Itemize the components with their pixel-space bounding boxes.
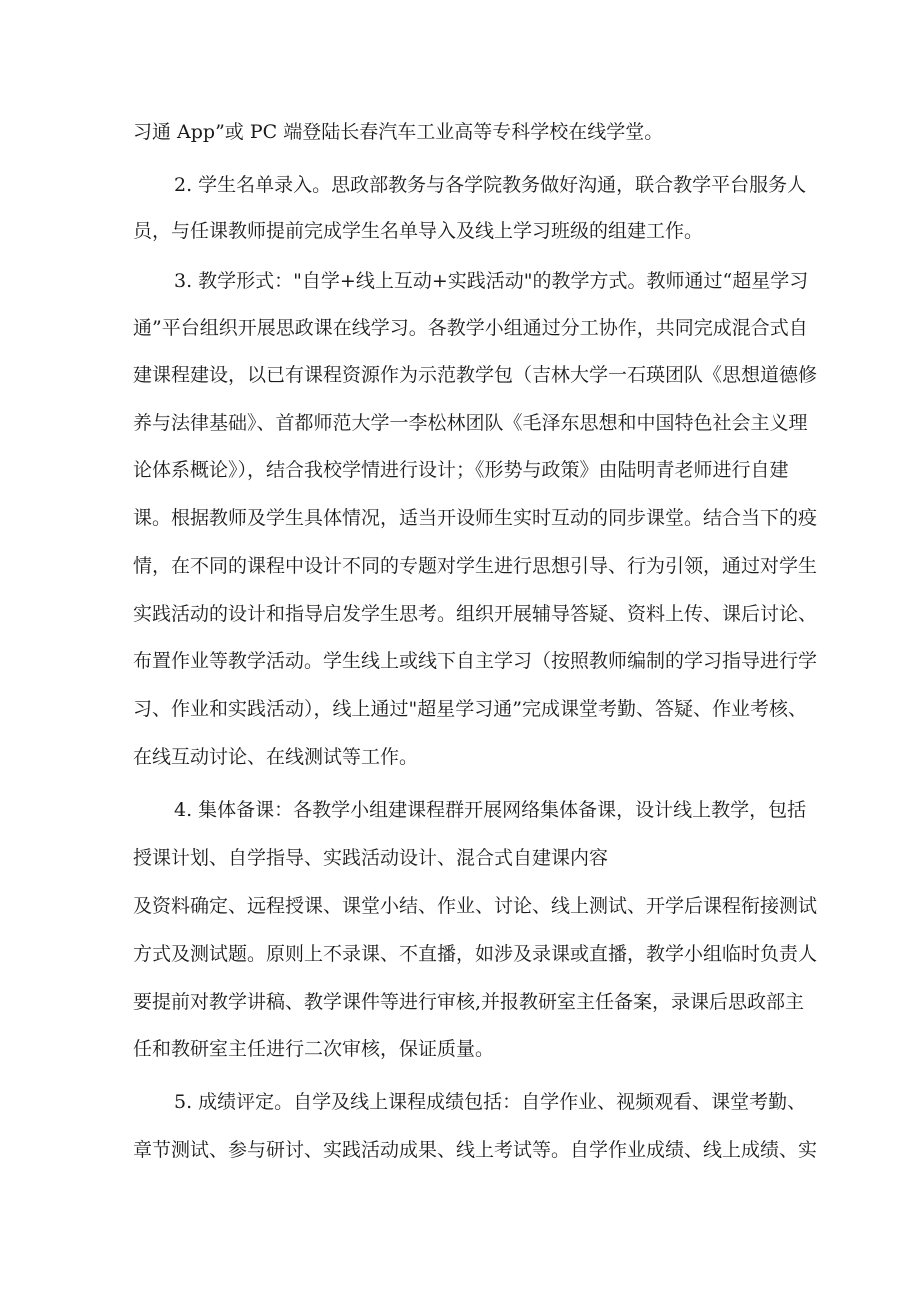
text-line: 任和教研室主任进行二次审核，保证质量。 <box>133 1038 495 1060</box>
text-line: 养与法律基础》、首都师范大学一李松林团队《毛泽东思想和中国特色社会主义理 <box>133 412 808 434</box>
text-line: 习通 App”或 PC 端登陆长春汽车工业高等专科学校在线学堂。 <box>133 121 664 143</box>
text-line: 方式及测试题。原则上不录课、不直播，如涉及录课或直播，教学小组临时负责人 <box>133 943 818 965</box>
text-line: 建课程建设，以已有课程资源作为示范教学包（吉林大学一石瑛团队《思想道德修 <box>133 364 818 386</box>
text-line: 实践活动的设计和指导启发学生思考。组织开展辅导答疑、资料上传、课后讨论、 <box>133 603 818 625</box>
text-line: 员，与任课教师提前完成学生名单导入及线上学习班级的组建工作。 <box>133 220 704 242</box>
text-line: 章节测试、参与研讨、实践活动成果、线上考试等。自学作业成绩、线上成绩、实 <box>133 1139 818 1161</box>
text-line: 习、作业和实践活动），线上通过"超星学习通”完成课堂考勤、答疑、作业考核、 <box>133 698 807 720</box>
text-line: 情，在不同的课程中设计不同的专题对学生进行思想引导、行为引领，通过对学生 <box>133 555 818 577</box>
paragraph-3-first-line: 3. 教学形式："自学+线上互动+实践活动"的教学方式。教师通过“超星学习 <box>174 270 809 292</box>
text-line: 课。根据教师及学生具体情况，适当开设师生实时互动的同步课堂。结合当下的疫 <box>133 507 818 529</box>
text-line: 论体系概论》），结合我校学情进行设计；《形势与政策》由陆明青老师进行自建 <box>133 459 789 481</box>
text-line: 通”平台组织开展思政课在线学习。各教学小组通过分工协作，共同完成混合式自 <box>133 317 808 339</box>
paragraph-4-first-line: 4. 集体备课：各教学小组建课程群开展网络集体备课，设计线上教学，包括 <box>174 799 807 821</box>
text-line: 要提前对教学讲稿、教学课件等进行审核,并报教研室主任备案，录课后思政部主 <box>133 991 805 1013</box>
paragraph-5-first-line: 5. 成绩评定。自学及线上课程成绩包括：自学作业、视频观看、课堂考勤、 <box>174 1091 807 1113</box>
text-line: 及资料确定、远程授课、课堂小结、作业、讨论、线上测试、开学后课程衔接测试 <box>133 895 818 917</box>
text-line: 布置作业等教学活动。学生线上或线下自主学习（按照教师编制的学习指导进行学 <box>133 650 818 672</box>
text-line: 授课计划、自学指导、实践活动设计、混合式自建课内容 <box>133 847 609 869</box>
paragraph-2-first-line: 2. 学生名单录入。思政部教务与各学院教务做好沟通，联合教学平台服务人 <box>174 174 807 196</box>
text-line: 在线互动讨论、在线测试等工作。 <box>133 746 419 768</box>
